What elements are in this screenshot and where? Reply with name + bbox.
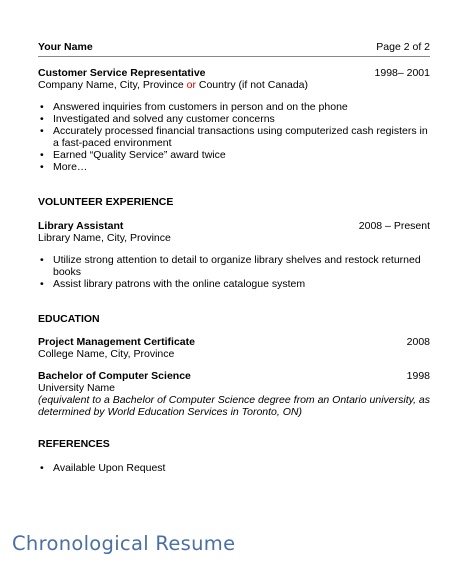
- volunteer-title: Library Assistant: [38, 220, 124, 232]
- volunteer-org: Library Name, City, Province: [38, 232, 171, 244]
- company-or-text: or: [186, 79, 196, 91]
- job-bullets: [38, 101, 430, 173]
- job-company: Company Name, City, Province or Country (if not Canada): [38, 79, 309, 91]
- caption-title: Chronological Resume: [12, 532, 236, 555]
- list-item: • Available Upon Request: [38, 462, 430, 474]
- education-year: 2008: [406, 336, 430, 348]
- list-item: • Answered inquiries from customers in person and on the phone: [38, 101, 430, 113]
- job-dates: 1998– 2001: [374, 67, 430, 79]
- applicant-name: Your Name: [38, 41, 93, 53]
- volunteer-dates: 2008 – Present: [358, 220, 430, 232]
- volunteer-heading: VOLUNTEER EXPERIENCE: [38, 196, 174, 208]
- references-heading: REFERENCES: [38, 438, 110, 450]
- page-number: Page 2 of 2: [376, 41, 430, 53]
- list-item: • Accurately processed financial transactions using computerized cash registers in a fast-paced environment: [38, 125, 430, 149]
- education-school: University Name: [38, 382, 116, 394]
- resume-header: [38, 41, 430, 53]
- list-item: • Investigated and solved any customer concerns: [38, 113, 430, 125]
- education-note: (equivalent to a Bachelor of Computer Science degree from an Ontario university, as determined by World Education Services in Toronto, ON): [38, 394, 431, 418]
- education-title: Bachelor of Computer Science: [38, 370, 191, 382]
- volunteer-bullets: [38, 254, 430, 290]
- references-bullets: [38, 462, 430, 474]
- list-item: • Utilize strong attention to detail to organize library shelves and restock returned books: [38, 254, 430, 278]
- education-school: College Name, City, Province: [38, 348, 175, 360]
- education-title: Project Management Certificate: [38, 336, 195, 348]
- list-item: • More…: [38, 161, 430, 173]
- volunteer-entry: [38, 220, 430, 244]
- education-heading: EDUCATION: [38, 313, 100, 325]
- education-entry: [38, 336, 430, 360]
- education-entry: [38, 370, 430, 418]
- job-title: Customer Service Representative: [38, 67, 206, 79]
- list-item: • Assist library patrons with the online catalogue system: [38, 278, 430, 290]
- list-item: • Earned “Quality Service” award twice: [38, 149, 430, 161]
- job-entry: [38, 67, 430, 91]
- header-divider: [38, 56, 430, 57]
- education-year: 1998: [406, 370, 430, 382]
